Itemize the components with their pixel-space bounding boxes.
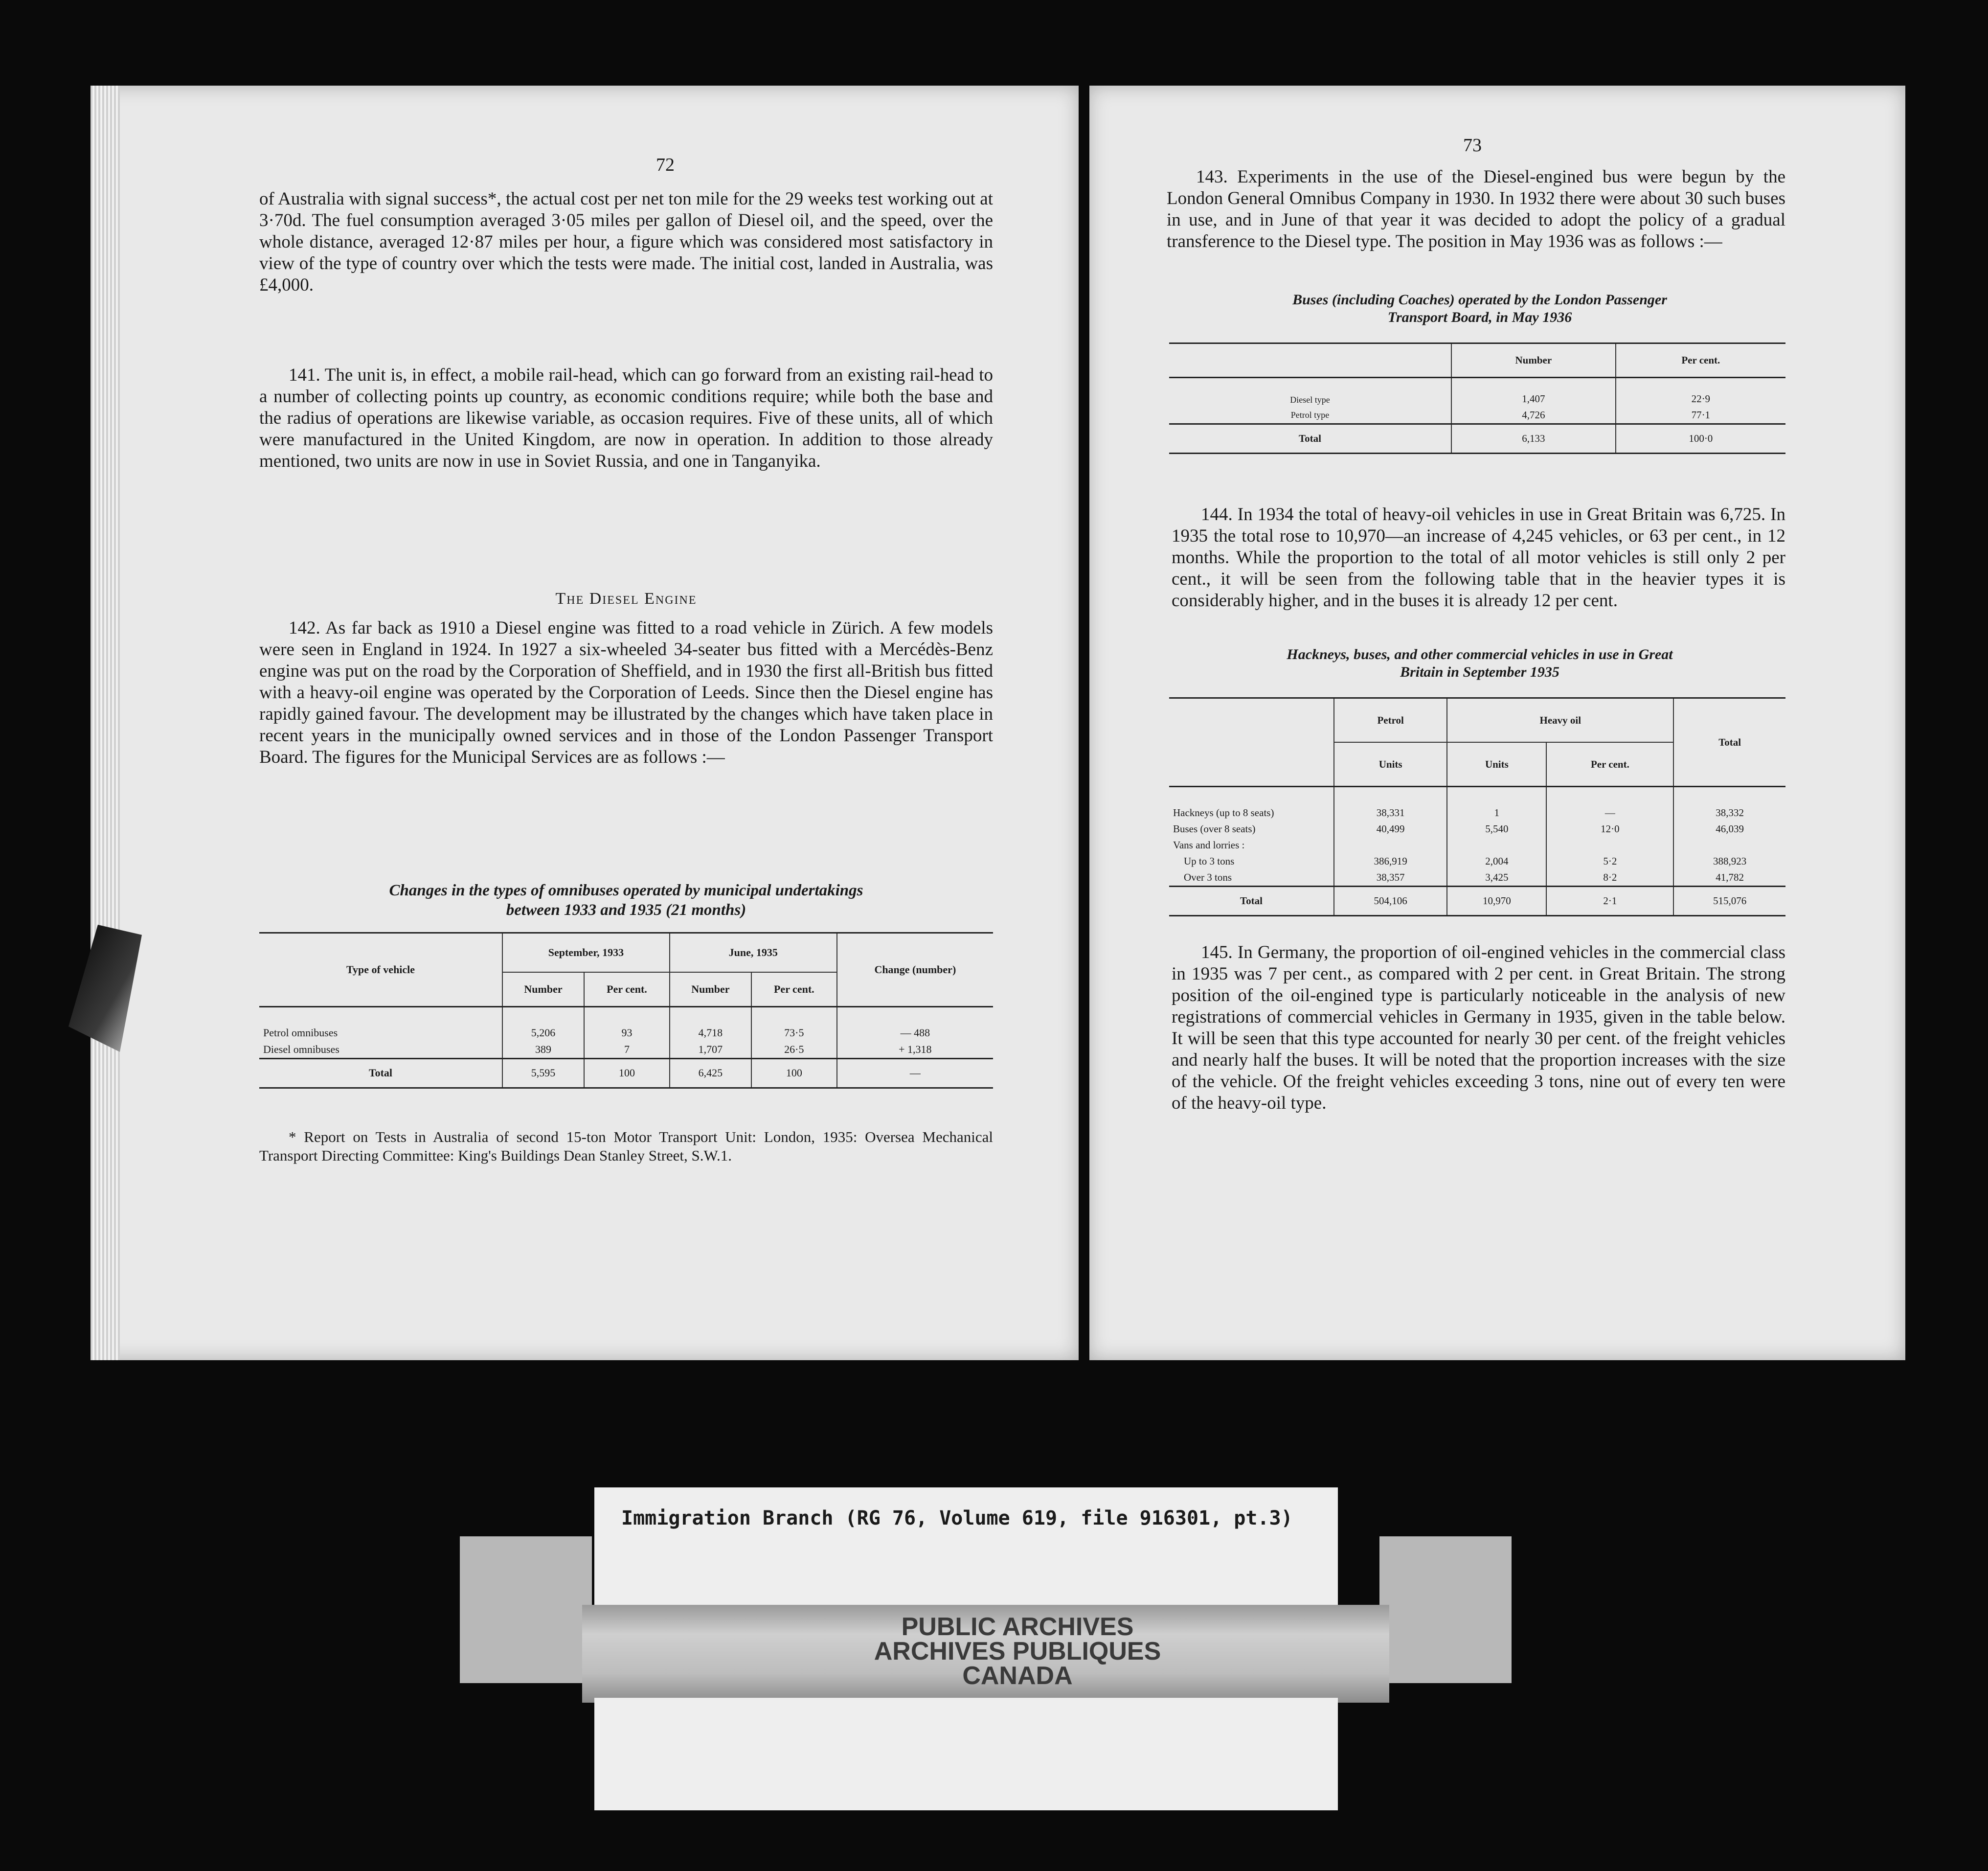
- archive-label-card: [594, 1487, 1338, 1610]
- cell-value: — 488: [900, 1026, 930, 1039]
- paragraph-141: 141. The unit is, in effect, a mobile rail-head, which can go forward from an existing rail-head to a number of collecting points up country, as economic conditions require; while both the base and the radius of operations are likewise variable, as occasion requires. Five of these units, all of which were manufactured in the United Kingdom, are now in operation. In addition to those already mentioned, two units are now in use in Soviet Russia, and one in Tanganyika.: [259, 365, 993, 471]
- paragraph-intro: of Australia with signal success*, the actual cost per net ton mile for the 29 weeks test working out at 3·70d. The fuel consumption averaged 3·05 miles per gallon of Diesel oil, and the speed, over the whole distance, averaged 12·87 miles per hour, a figure which was considered most satisfactory in view of the type of country over which the tests were made. The initial cost, landed in Australia, was £4,000.: [259, 189, 993, 295]
- page-number-left: 72: [656, 155, 675, 175]
- cell-value: 38,331: [1334, 787, 1447, 821]
- cell-value: 38,332: [1716, 806, 1744, 819]
- col-total: Total: [1673, 698, 1785, 787]
- cell-type: Diesel type: [1169, 378, 1451, 407]
- cell-value: 5,595: [502, 1058, 584, 1088]
- cell-value: 5,206: [502, 1007, 584, 1041]
- cell-value: 38,357: [1334, 869, 1447, 887]
- cell-value: [1334, 837, 1447, 853]
- table-caption-line-2: Transport Board, in May 1936: [1387, 309, 1572, 325]
- col-type-blank: [1169, 343, 1451, 378]
- section-heading: The Diesel Engine: [555, 590, 697, 608]
- cell-value: —: [909, 1067, 921, 1079]
- table-row: [1169, 837, 1785, 853]
- cell-value: 6,425: [670, 1058, 751, 1088]
- cell-type: Over 3 tons: [1169, 869, 1334, 887]
- cell-type: Total: [259, 1058, 502, 1088]
- sub-units: Units: [1447, 742, 1546, 787]
- cell-value: 388,923: [1713, 855, 1747, 867]
- cell-value: 41,782: [1716, 871, 1744, 883]
- paragraph-145: 145. In Germany, the proportion of oil-engined vehicles in the commercial class in 1935 was 7 per cent., as compared with 2 per cent. in Great Britain. The strong position of the oil-engined type is particularly noticeable in the analysis of new registrations of commercial vehicles in Germany in 1935, given in the table below. It will be seen that this type accounted for nearly 30 per cent. of the freight vehicles and nearly half the buses. It will be noted that the proportion increases with the size of the vehicle. Of the freight vehicles exceeding 3 tons, nine out of every ten were of the heavy-oil type.: [1172, 942, 1785, 1113]
- col-sep-1933: September, 1933: [502, 933, 670, 973]
- page-edges: [90, 86, 120, 1360]
- cell-type: Petrol type: [1169, 407, 1451, 424]
- table-caption-line-2: Britain in September 1935: [1400, 664, 1559, 680]
- cell-value: 2·1: [1546, 886, 1673, 915]
- table-row: [1169, 869, 1785, 887]
- col-percent: Per cent.: [1681, 354, 1720, 366]
- table-row: [1169, 407, 1785, 424]
- stamp-line-2: ARCHIVES PUBLIQUES: [874, 1637, 1161, 1666]
- table-row: [1169, 853, 1785, 869]
- cell-value: + 1,318: [899, 1043, 932, 1055]
- cell-value: 5,540: [1447, 821, 1546, 837]
- paragraph-143: 143. Experiments in the use of the Diesel-engined bus were begun by the London General Omnibus Company in 1930. In 1932 there were about 30 such buses in use, and in June of that year it was decided to adopt the policy of a gradual transference to the Diesel type. The position in May 1936 was as follows :—: [1167, 167, 1785, 251]
- cell-value: 46,039: [1716, 822, 1744, 835]
- cell-value: [1546, 837, 1673, 853]
- archive-label-text: Immigration Branch (RG 76, Volume 619, file 916301, pt.3): [621, 1507, 1293, 1529]
- stamp-line-3: CANADA: [962, 1662, 1073, 1690]
- cell-value: 1,707: [670, 1041, 751, 1059]
- cell-value: 5·2: [1546, 853, 1673, 869]
- col-number: Number: [1451, 343, 1616, 378]
- paragraph-144: 144. In 1934 the total of heavy-oil vehicles in use in Great Britain was 6,725. In 1935 the total rose to 10,970—an increase of 4,245 vehicles, or 63 per cent., in 12 months. While the proportion to the total of all motor vehicles is still only 2 per cent., it will be seen from the following table that in the heavier types it is considerably higher, and in the buses it is already 12 per cent.: [1172, 504, 1785, 611]
- cell-value: 73·5: [751, 1007, 837, 1041]
- col-heavy-oil: Heavy oil: [1447, 698, 1673, 743]
- cell-type: Total: [1169, 424, 1451, 453]
- cell-value: [1447, 837, 1546, 853]
- stamp-line-1: PUBLIC ARCHIVES: [901, 1613, 1134, 1641]
- table-total-row: [259, 1058, 993, 1088]
- archive-label-lower-card: [594, 1698, 1338, 1810]
- table-caption-municipal: [259, 881, 993, 920]
- label-strip-left-end: [460, 1536, 592, 1683]
- sub-percent: Per cent.: [751, 972, 837, 1007]
- cell-value: 1: [1447, 787, 1546, 821]
- cell-type: Total: [1169, 886, 1334, 915]
- table-caption-line-1: Changes in the types of omnibuses operated by municipal undertakings: [389, 882, 863, 899]
- table-caption-line-1: Hackneys, buses, and other commercial vehicles in use in Great: [1287, 646, 1673, 662]
- cell-value: 100·0: [1689, 432, 1713, 444]
- table-row: [1169, 378, 1785, 407]
- cell-type: Up to 3 tons: [1169, 853, 1334, 869]
- col-type: Type of vehicle: [259, 933, 502, 1007]
- cell-value: 8·2: [1546, 869, 1673, 887]
- sub-units: Units: [1334, 742, 1447, 787]
- paragraph-142: 142. As far back as 1910 a Diesel engine was fitted to a road vehicle in Zürich. A few models were seen in England in 1924. In 1927 a six-wheeled 34-seater bus fitted with a Mercédès-Benz engine was put on the road by the Corporation of Sheffield, and in 1930 the first all-British bus fitted with a heavy-oil engine was operated by the Corporation of Leeds. Since then the Diesel engine has rapidly gained favour. The development may be illustrated by the changes which have taken place in recent years in the municipally owned services and in those of the London Passenger Transport Board. The figures for the Municipal Services are as follows :—: [259, 618, 993, 767]
- cell-type: Vans and lorries :: [1169, 837, 1334, 853]
- cell-type: Buses (over 8 seats): [1169, 821, 1334, 837]
- table-total-row: [1169, 886, 1785, 915]
- sub-number: Number: [670, 972, 751, 1007]
- table-caption-lptb: [1174, 291, 1785, 326]
- cell-type: Hackneys (up to 8 seats): [1169, 787, 1334, 821]
- cell-type: Petrol omnibuses: [259, 1007, 502, 1041]
- cell-value: 77·1: [1691, 409, 1711, 421]
- public-archives-stamp: [802, 1615, 1233, 1688]
- table-caption-line-1: Buses (including Coaches) operated by the London Passenger: [1292, 292, 1667, 308]
- table-row: [259, 1041, 993, 1059]
- cell-value: 100: [751, 1058, 837, 1088]
- label-strip-right-end: [1379, 1536, 1512, 1683]
- sub-number: Number: [502, 972, 584, 1007]
- cell-value: 40,499: [1334, 821, 1447, 837]
- sub-percent: Per cent.: [1546, 742, 1673, 787]
- cell-value: 6,133: [1451, 424, 1616, 453]
- table-row: [1169, 821, 1785, 837]
- cell-value: 12·0: [1546, 821, 1673, 837]
- footnote: * Report on Tests in Australia of second 15-ton Motor Transport Unit: London, 1935: Oversea Mechanical Transport Directing Committee: King's Buildings Dean Stanley Street, S.W.1.: [259, 1128, 993, 1164]
- cell-value: 10,970: [1447, 886, 1546, 915]
- cell-value: 22·9: [1691, 392, 1711, 405]
- cell-type: Diesel omnibuses: [259, 1041, 502, 1059]
- cell-value: 2,004: [1447, 853, 1546, 869]
- cell-value: 93: [584, 1007, 670, 1041]
- cell-value: 3,425: [1447, 869, 1546, 887]
- col-june-1935: June, 1935: [670, 933, 837, 973]
- cell-value: 4,726: [1451, 407, 1616, 424]
- cell-value: 504,106: [1334, 886, 1447, 915]
- cell-value: —: [1546, 787, 1673, 821]
- cell-value: 1,407: [1451, 378, 1616, 407]
- table-caption-hackneys: [1174, 646, 1785, 681]
- cell-value: [1673, 837, 1785, 853]
- table-caption-line-2: between 1933 and 1935 (21 months): [506, 901, 746, 919]
- col-petrol: Petrol: [1334, 698, 1447, 743]
- table-total-row: [1169, 424, 1785, 453]
- cell-value: 386,919: [1334, 853, 1447, 869]
- table-row: [1169, 787, 1785, 821]
- municipal-omnibus-table: [259, 932, 993, 1089]
- cell-value: 515,076: [1713, 894, 1747, 907]
- table-row: [259, 1007, 993, 1041]
- cell-value: 4,718: [670, 1007, 751, 1041]
- page-number-right: 73: [1463, 135, 1482, 156]
- cell-value: 389: [502, 1041, 584, 1059]
- col-type-blank: [1169, 698, 1334, 787]
- cell-value: 100: [584, 1058, 670, 1088]
- book-gutter: [1079, 83, 1089, 1363]
- sub-percent: Per cent.: [584, 972, 670, 1007]
- col-change: Change (number): [837, 933, 993, 1007]
- cell-value: 7: [584, 1041, 670, 1059]
- cell-value: 26·5: [751, 1041, 837, 1059]
- vehicles-in-use-table: [1169, 697, 1785, 916]
- lptb-buses-table: [1169, 342, 1785, 454]
